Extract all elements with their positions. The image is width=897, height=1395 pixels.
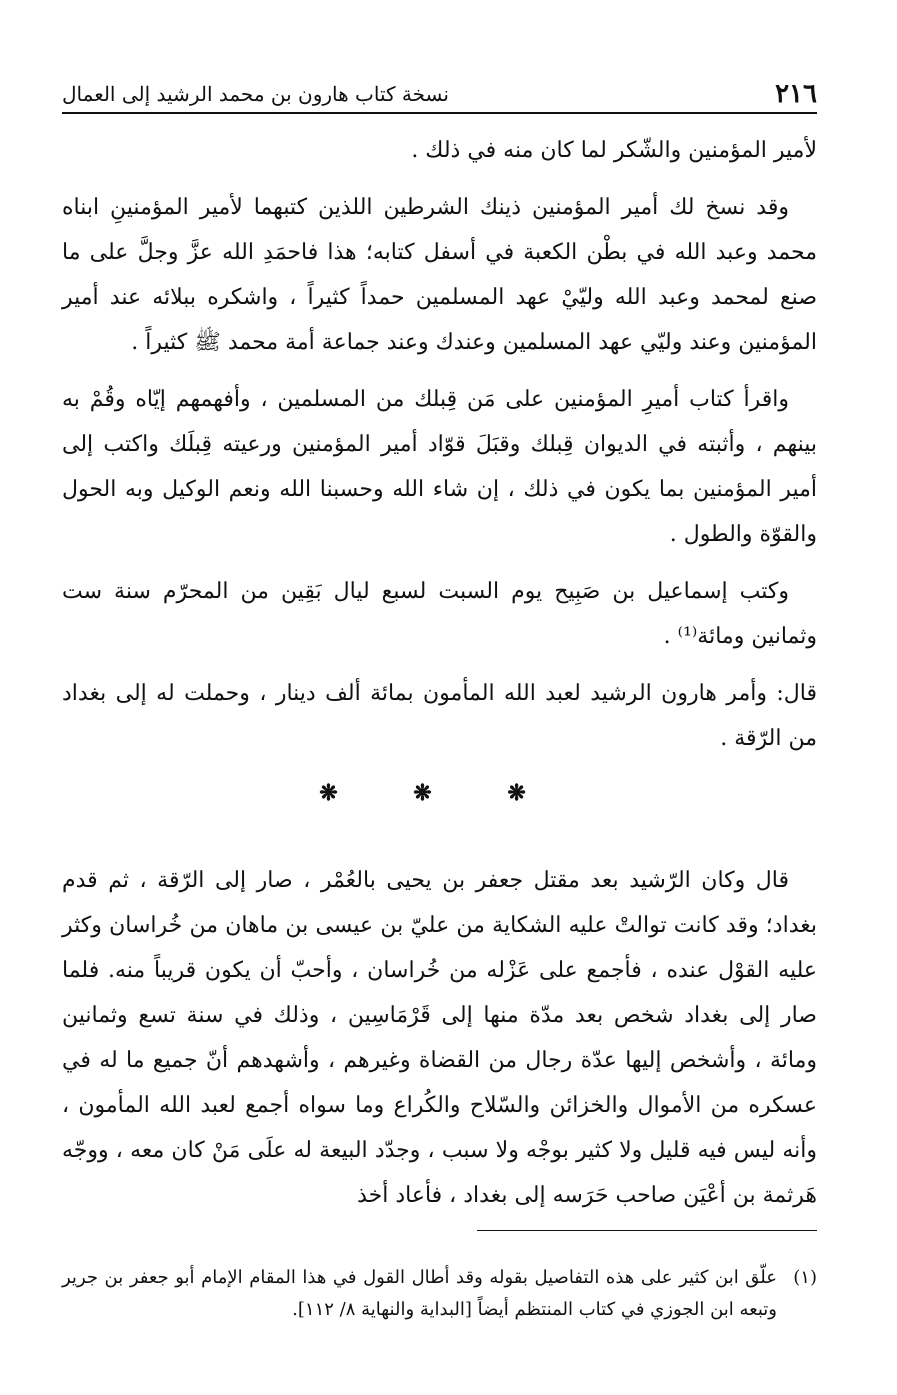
footnote: [62, 1262, 817, 1326]
paragraph: وكتب إسماعيل بن صَبِيح يوم السبت لسبع ليال بَقِين من المحرّم سنة ست وثمانين ومائة⁽¹⁾ .: [62, 579, 817, 649]
main-text-top: [62, 128, 817, 773]
paragraph: لأمير المؤمنين والشّكر لما كان منه في ذلك .: [411, 138, 817, 163]
footnotes: [62, 1262, 817, 1326]
page-number: ٢١٦: [775, 79, 817, 109]
paragraph: قال وكان الرّشيد بعد مقتل جعفر بن يحيى بالعُمْر ، صار إلى الرّقة ، ثم قدم بغداد؛ وقد كانت توالتْ عليه الشكاية من عليّ بن عيسى بن ماهان من خُراسان وكثر عليه القوْل عنده ، فأجمع على عَزْله من خُراسان ، وأحبّ أن يكون قريباً منه. فلما صار إلى بغداد شخص بعد مدّة منها إلى قَرْمَاسِين ، وذلك في سنة تسع وثمانين ومائة ، وأشخص إليها عدّة رجال من القضاة وغيرهم ، وأشهدهم أنّ جميع ما له في عسكره من الأموال والخزائن والسّلاح والكُراع وما سواه أجمع لعبد الله المأمون ، وأنه ليس فيه قليل ولا كثير بوجْه ولا سبب ، وجدّد البيعة له علَى مَنْ كان معه ، ووجّه هَرثمة بن أعْيَن صاحب حَرَسه إلى بغداد ، فأعاد أخذ: [62, 868, 818, 1208]
footnote-text: علّق ابن كثير على هذه التفاصيل بقوله وقد أطال القول في هذا المقام الإمام أبو جعفر بن جرير وتبعه ابن الجوزي في كتاب المنتظم أيضاً [البداية والنهاية ٨/ ١١٢].: [62, 1267, 777, 1320]
footnote-divider: [477, 1230, 817, 1231]
paragraph: وقد نسخ لك أمير المؤمنين ذينك الشرطين اللذين كتبهما لأمير المؤمنينِ ابناه محمد وعبد الله في بطْن الكعبة في أسفل كتابه؛ هذا فاحمَدِ الله عزَّ وجلَّ على ما صنع لمحمد وعبد الله وليّيْ عهد المسلمين حمداً كثيراً ، واشكره ببلائه عند أمير المؤمنين وعند وليّي عهد المسلمين وعندك وعند جماعة أمة محمد ﷺ كثيراً .: [62, 195, 817, 355]
header-title: نسخة كتاب هارون بن محمد الرشيد إلى العمال: [62, 82, 449, 106]
running-header: [62, 70, 817, 114]
section-separator: ❋ ❋ ❋: [319, 780, 560, 806]
main-text-bottom: [62, 858, 817, 1230]
footnote-marker: (١): [793, 1267, 817, 1288]
paragraph: قال: وأمر هارون الرشيد لعبد الله المأمون بمائة ألف دينار ، وحملت له إلى بغداد من الرّقة .: [62, 681, 817, 751]
paragraph: واقرأ كتاب أميرِ المؤمنين على مَن قِبلك من المسلمين ، وأفهمهم إيّاه وقُمْ به بينهم ، وأثبته في الديوان قِبلك وقبَلَ قوّاد أمير المؤمنين ورعيته قِبلَك واكتب إلى أمير المؤمنين بما يكون في ذلك ، إن شاء الله وحسبنا الله ونعم الوكيل وبه الحول والقوّة والطول .: [62, 387, 817, 547]
